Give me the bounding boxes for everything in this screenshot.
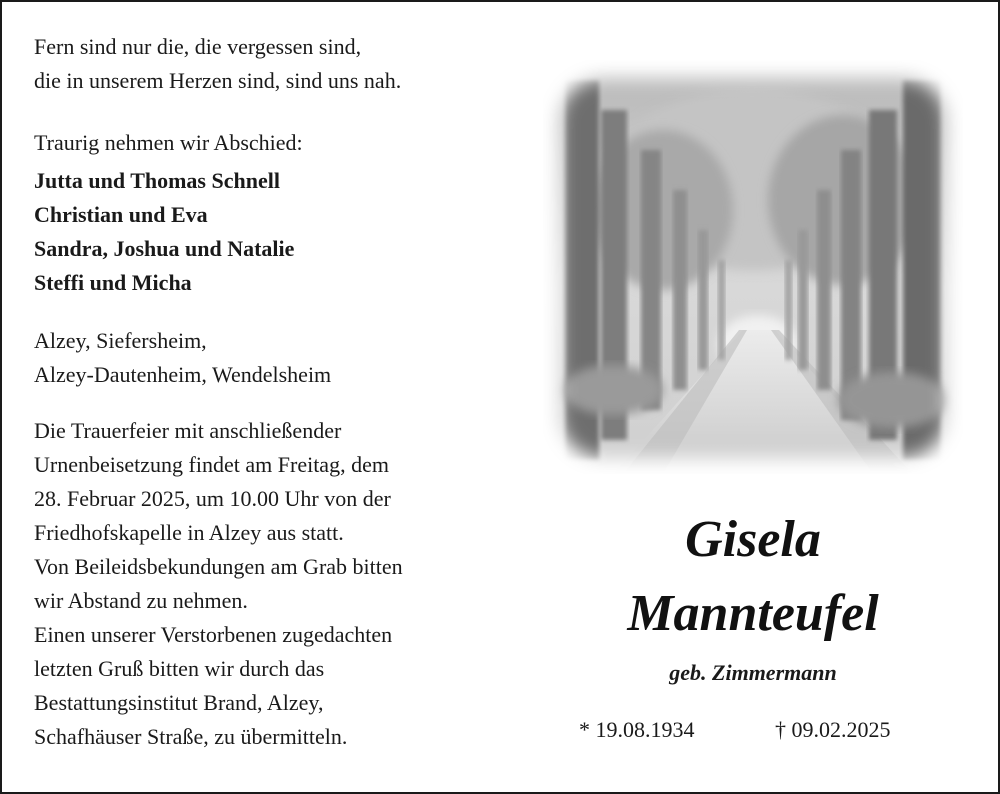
birth-name: geb. Zimmermann bbox=[669, 660, 837, 685]
service-line: 28. Februar 2025, um 10.00 Uhr von der bbox=[34, 486, 391, 511]
deceased-last-name: Mannteufel bbox=[627, 585, 879, 642]
tree-avenue-photo bbox=[543, 60, 963, 474]
mourner-name: Sandra, Joshua und Natalie bbox=[34, 236, 295, 261]
verse-line: die in unserem Herzen sind, sind uns nah. bbox=[34, 68, 402, 93]
verse-line: Fern sind nur die, die vergessen sind, bbox=[34, 34, 362, 59]
service-line: letzten Gruß bitten wir durch das bbox=[34, 656, 325, 681]
verse bbox=[34, 30, 504, 98]
mourners-block bbox=[34, 126, 504, 300]
death-date: † 09.02.2025 bbox=[775, 717, 891, 742]
service-line: Einen unserer Verstorbenen zugedachten bbox=[34, 622, 393, 647]
place-line: Alzey-Dautenheim, Wendelsheim bbox=[34, 362, 332, 387]
service-line: Von Beileidsbekundungen am Grab bitten bbox=[34, 554, 403, 579]
place-line: Alzey, Siefersheim, bbox=[34, 328, 207, 353]
places-block bbox=[34, 324, 504, 392]
service-line: Schafhäuser Straße, zu übermitteln. bbox=[34, 724, 348, 749]
mourner-name: Jutta und Thomas Schnell bbox=[34, 168, 280, 193]
text-column bbox=[34, 30, 504, 754]
service-line: Urnenbeisetzung findet am Freitag, dem bbox=[34, 452, 389, 477]
service-line: wir Abstand zu nehmen. bbox=[34, 588, 248, 613]
mourner-name: Christian und Eva bbox=[34, 202, 208, 227]
service-line: Die Trauerfeier mit anschließender bbox=[34, 418, 342, 443]
service-info bbox=[34, 414, 504, 754]
service-line: Friedhofskapelle in Alzey aus statt. bbox=[34, 520, 344, 545]
service-line: Bestattungsinstitut Brand, Alzey, bbox=[34, 690, 324, 715]
birth-date: * 19.08.1934 bbox=[579, 717, 695, 742]
mourners-intro: Traurig nehmen wir Abschied: bbox=[34, 130, 303, 155]
mourner-name: Steffi und Micha bbox=[34, 270, 192, 295]
deceased-first-name: Gisela bbox=[685, 511, 821, 568]
